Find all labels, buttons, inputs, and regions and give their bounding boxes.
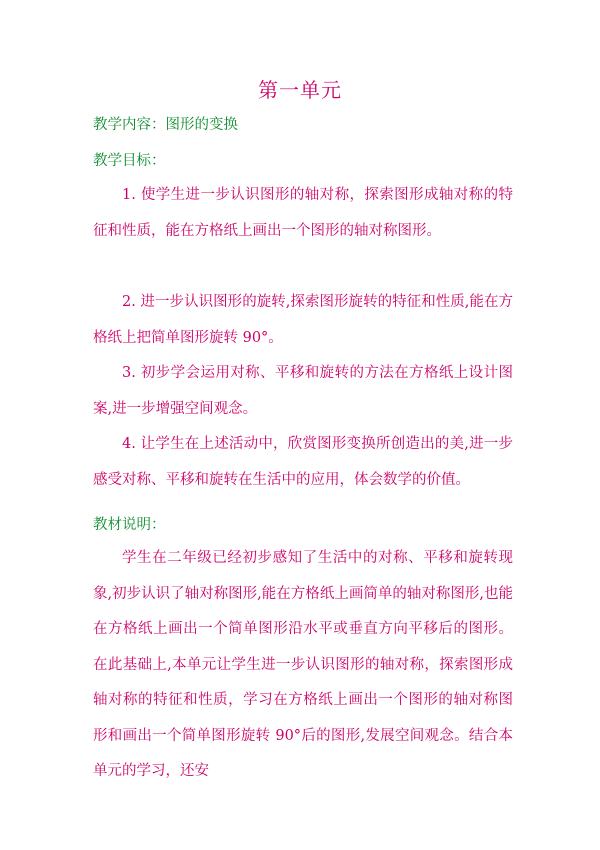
material-description-text: 学生在二年级已经初步感知了生活中的对称、平移和旋转现象,初步认识了轴对称图形,能在方格纸上画简单的轴对称图形,也能在方格纸上画出一个简单图形沿水平或垂直方向平移后的图形。在此基础上,本单元让学生进一步认识图形的轴对称，探索图形成轴对称的特征和性质，学习在方格纸上画出一个图形的轴对称图形和画出一个简单图形旋转 90°后的图形,发展空间观念。结合本单元的学习，还安 — [93, 550, 513, 779]
goal-item-3: 3. 初步学会运用对称、平移和旋转的方法在方格纸上设计图案,进一步增强空间观念。 — [93, 365, 513, 417]
teaching-goals-label: 教学目标： — [93, 153, 166, 169]
goal-item-4: 4. 让学生在上述活动中，欣赏图形变换所创造出的美,进一步感受对称、平移和旋转在生活中的应用，体会数学的价值。 — [93, 436, 513, 488]
goal-item-2: 2. 进一步认识图形的旋转,探索图形旋转的特征和性质,能在方格纸上把简单图形旋转 90°。 — [93, 294, 513, 346]
teaching-content-label: 教学内容：图形的变换 — [93, 117, 238, 133]
page-title: 第一单元 — [258, 78, 342, 102]
goal-item-1: 1. 使学生进一步认识图形的轴对称，探索图形成轴对称的特征和性质，能在方格纸上画出一个图形的轴对称图形。 — [93, 187, 513, 239]
material-description-label: 教材说明： — [93, 517, 166, 533]
